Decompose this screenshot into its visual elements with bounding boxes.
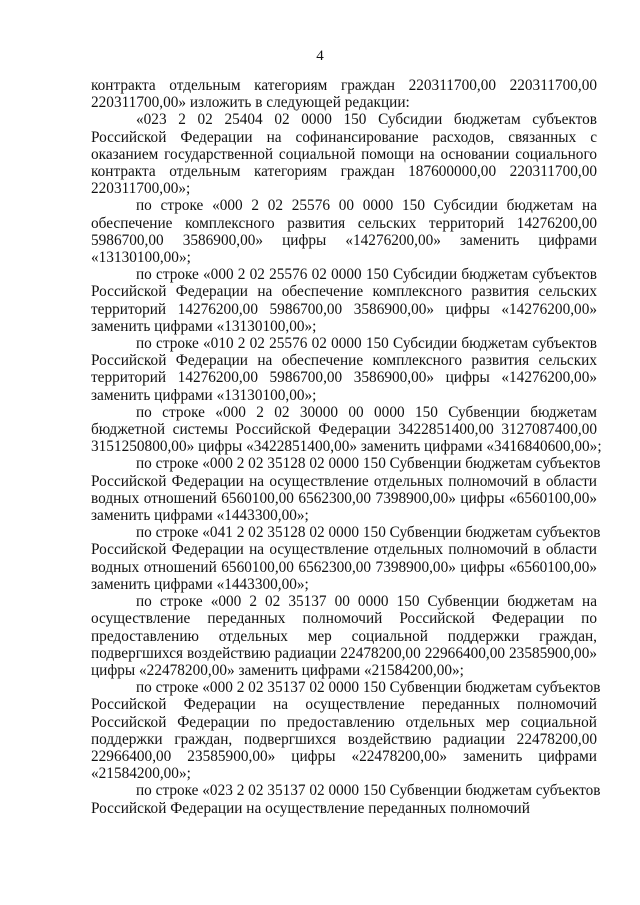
text-line: 5986700,00 3586900,00» цифры «14276200,00» заменить цифрами: [91, 231, 597, 249]
document-body: [91, 77, 602, 817]
paragraph: [91, 403, 602, 456]
paragraph: [91, 455, 601, 525]
text-line: по строке «000 2 02 35128 02 0000 150 Субвенции бюджетам субъектов: [136, 455, 601, 473]
text-line: водных отношений 6560100,00 6562300,00 7398900,00» цифры «6560100,00»: [91, 558, 597, 576]
paragraph: [91, 197, 597, 266]
text-line: «13130100,00»;: [91, 249, 191, 267]
text-line: Российской Федерации на осуществление переданных полномочий: [91, 799, 530, 817]
text-line: территорий 14276200,00 5986700,00 3586900,00» цифры «14276200,00»: [91, 369, 597, 387]
paragraph: [91, 679, 601, 783]
text-line: Российской Федерации на софинансирование расходов, связанных с: [91, 128, 597, 146]
text-line: обеспечение комплексного развития сельских территорий 14276200,00: [91, 214, 597, 232]
page-number: 4: [316, 48, 324, 64]
text-line: 220311700,00» изложить в следующей редакции:: [91, 94, 410, 112]
text-line: по строке «000 2 02 25576 02 0000 150 Субсидии бюджетам субъектов: [136, 266, 597, 284]
text-line: 3151250800,00» цифры «3422851400,00» заменить цифрами «3416840600,00»;: [91, 438, 602, 456]
text-line: бюджетной системы Российской Федерации 3422851400,00 3127087400,00: [91, 421, 597, 439]
text-line: заменить цифрами «1443300,00»;: [91, 507, 309, 525]
text-line: по строке «010 2 02 25576 02 0000 150 Субсидии бюджетам субъектов: [136, 335, 597, 353]
paragraph: [91, 111, 597, 197]
paragraph: [91, 524, 601, 593]
text-line: «023 2 02 25404 02 0000 150 Субсидии бюджетам субъектов: [136, 111, 597, 129]
text-line: поддержки граждан, подвергшихся воздействию радиации 22478200,00: [91, 730, 597, 748]
text-line: по строке «000 2 02 35137 00 0000 150 Субвенции бюджетам на: [136, 593, 597, 611]
text-line: по строке «023 2 02 35137 02 0000 150 Субвенции бюджетам субъектов: [136, 782, 601, 800]
text-line: Российской Федерации на обеспечение комплексного развития сельских: [91, 283, 597, 301]
text-line: Российской Федерации по предоставлению отдельных мер социальной: [91, 713, 597, 731]
text-line: заменить цифрами «1443300,00»;: [91, 575, 309, 593]
text-line: территорий 14276200,00 5986700,00 3586900,00» цифры «14276200,00»: [91, 300, 597, 318]
text-line: осуществление переданных полномочий Российской Федерации по: [91, 610, 597, 628]
text-line: по строке «000 2 02 25576 00 0000 150 Субсидии бюджетам на: [136, 197, 597, 215]
text-line: Российской Федерации на обеспечение комплексного развития сельских: [91, 352, 597, 370]
text-line: Российской Федерации на осуществление отдельных полномочий в области: [91, 472, 597, 490]
paragraph: [91, 782, 601, 817]
text-line: по строке «000 2 02 30000 00 0000 150 Субвенции бюджетам: [136, 403, 597, 421]
text-line: контракта отдельным категориям граждан 187600000,00 220311700,00: [91, 163, 597, 181]
text-line: заменить цифрами «13130100,00»;: [91, 317, 317, 335]
text-line: 220311700,00»;: [91, 180, 191, 198]
text-line: подвергшихся воздействию радиации 22478200,00 22966400,00 23585900,00»: [91, 644, 597, 662]
text-line: контракта отдельным категориям граждан 220311700,00 220311700,00: [91, 77, 597, 94]
text-line: 22966400,00 23585900,00» цифры «22478200,00» заменить цифрами: [91, 747, 597, 765]
text-line: Российской Федерации на осуществление отдельных полномочий в области: [91, 541, 597, 559]
text-line: водных отношений 6560100,00 6562300,00 7398900,00» цифры «6560100,00»: [91, 489, 597, 507]
text-line: по строке «000 2 02 35137 02 0000 150 Субвенции бюджетам субъектов: [136, 679, 601, 697]
text-line: «21584200,00»;: [91, 765, 191, 783]
text-line: цифры «22478200,00» заменить цифрами «21584200,00»;: [91, 661, 464, 679]
text-line: по строке «041 2 02 35128 02 0000 150 Субвенции бюджетам субъектов: [136, 524, 601, 542]
paragraph: [91, 266, 597, 335]
paragraph: [91, 77, 597, 111]
paragraph: [91, 593, 597, 679]
text-line: заменить цифрами «13130100,00»;: [91, 386, 317, 404]
text-line: Российской Федерации на осуществление переданных полномочий: [91, 696, 597, 714]
text-line: предоставлению отдельных мер социальной поддержки граждан,: [91, 627, 597, 645]
text-line: оказанием государственной социальной помощи на основании социального: [91, 145, 597, 163]
paragraph: [91, 335, 597, 404]
